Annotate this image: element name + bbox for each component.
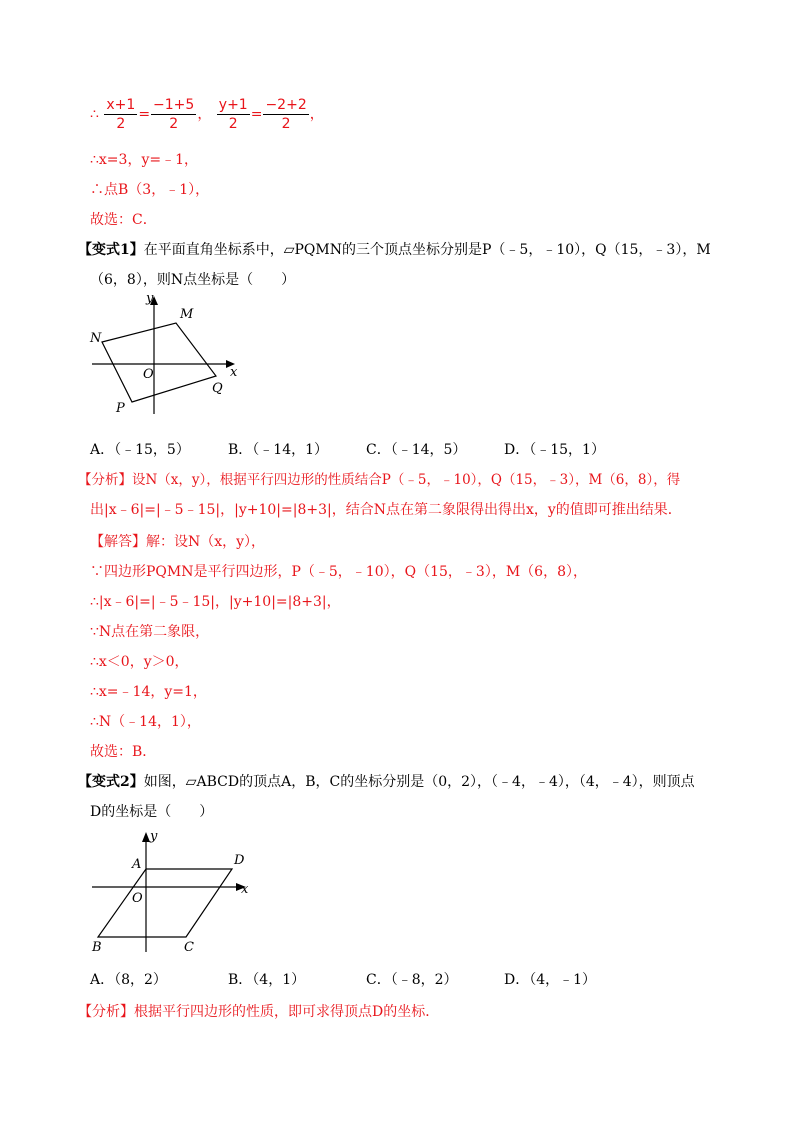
q1-solution-line5: ∴x＜0，y＞0， (90, 654, 189, 670)
q2-stem-line1: 【变式2】如图，▱ABCD的顶点A，B，C的坐标分别是（0，2），（﹣4，﹣4），（4，﹣4），则顶点 (78, 774, 695, 790)
q1-analysis-line2: 出|x﹣6|=|﹣5﹣15|，|y+10|=|8+3|，结合N点在第二象限得出得出x，y的值即可推出结果． (90, 502, 682, 518)
q1-option-c[interactable]: C．（﹣14，5） (366, 442, 467, 458)
q2-option-c[interactable]: C．（﹣8，2） (366, 972, 458, 988)
fraction-y: $\frac{y+1}{2}$ (218, 97, 248, 132)
q2-label-a: A (132, 857, 142, 872)
q2-option-d[interactable]: D．（4，﹣1） (504, 972, 597, 988)
q1-label-n: N (90, 331, 102, 346)
result-xy: ∴x=3，y=﹣1， (90, 152, 198, 168)
q2-label-d: D (234, 853, 245, 868)
fraction-y-value: $\frac{-2+2}{2}$ (265, 97, 307, 132)
therefore-symbol: ∴ (90, 106, 99, 123)
q2-label-o: O (132, 891, 143, 906)
q2-label-x: x (241, 882, 249, 897)
q1-label-o: O (143, 367, 154, 382)
q2-analysis: 【分析】根据平行四边形的性质，即可求得顶点D的坐标． (78, 1004, 440, 1020)
equation-line: ∴ $\frac{x+1}{2}$ = $\frac{-1+5}{2}$ ， $\frac{y+1}{2}$ = $\frac{-2+2}{2}$ ， (90, 97, 324, 132)
q1-stem-line1: 【变式1】在平面直角坐标系中，▱PQMN的三个顶点坐标分别是P（﹣5，﹣10），Q（15，﹣3），M (78, 242, 711, 258)
q1-label-q: Q (212, 381, 223, 396)
answer-line: 故选：C． (90, 212, 157, 228)
q2-tag: 【变式2】 (78, 774, 144, 790)
q2-label-c: C (184, 940, 194, 954)
q1-solution-line7: ∴N（﹣14，1）， (90, 714, 201, 730)
fraction-x-value: $\frac{-1+5}{2}$ (153, 97, 195, 132)
q2-label-b: B (92, 940, 102, 954)
q2-option-a[interactable]: A．（8，2） (90, 972, 167, 988)
q1-solution-line1: 【解答】解：设N（x，y）， (90, 534, 266, 550)
q1-analysis-line1: 【分析】设N（x，y），根据平行四边形的性质结合P（﹣5，﹣10），Q（15，﹣3），M（6，8），得 (78, 472, 681, 488)
q2-figure (88, 826, 260, 954)
fraction-x: $\frac{x+1}{2}$ (106, 97, 136, 132)
q2-option-b[interactable]: B．（4，1） (228, 972, 306, 988)
result-point-b: ∴点B（3，﹣1）， (90, 182, 210, 198)
q1-figure (88, 292, 248, 418)
q1-solution-line6: ∴x=﹣14，y=1， (90, 684, 207, 700)
q1-option-d[interactable]: D．（﹣15，1） (504, 442, 605, 458)
q1-answer: 故选：B． (90, 744, 157, 760)
q2-label-y: y (150, 829, 158, 844)
q1-stem-line2: （6，8），则N点坐标是（ ） (90, 272, 296, 288)
q1-solution-line3: ∴|x﹣6|=|﹣5﹣15|，|y+10|=|8+3|， (90, 594, 341, 610)
q1-solution-line2: ∵四边形PQMN是平行四边形，P（﹣5，﹣10），Q（15，﹣3），M（6，8）， (90, 564, 587, 580)
q1-option-b[interactable]: B．（﹣14，1） (228, 442, 329, 458)
q1-label-p: P (116, 401, 125, 416)
q1-label-y: y (146, 292, 154, 306)
q2-stem-line2: D的坐标是（ ） (90, 804, 214, 820)
q1-option-a[interactable]: A．（﹣15，5） (90, 442, 190, 458)
q1-solution-line4: ∵N点在第二象限， (90, 624, 210, 640)
q1-label-x: x (230, 365, 238, 380)
q1-label-m: M (180, 307, 194, 322)
q1-tag: 【变式1】 (78, 242, 144, 258)
